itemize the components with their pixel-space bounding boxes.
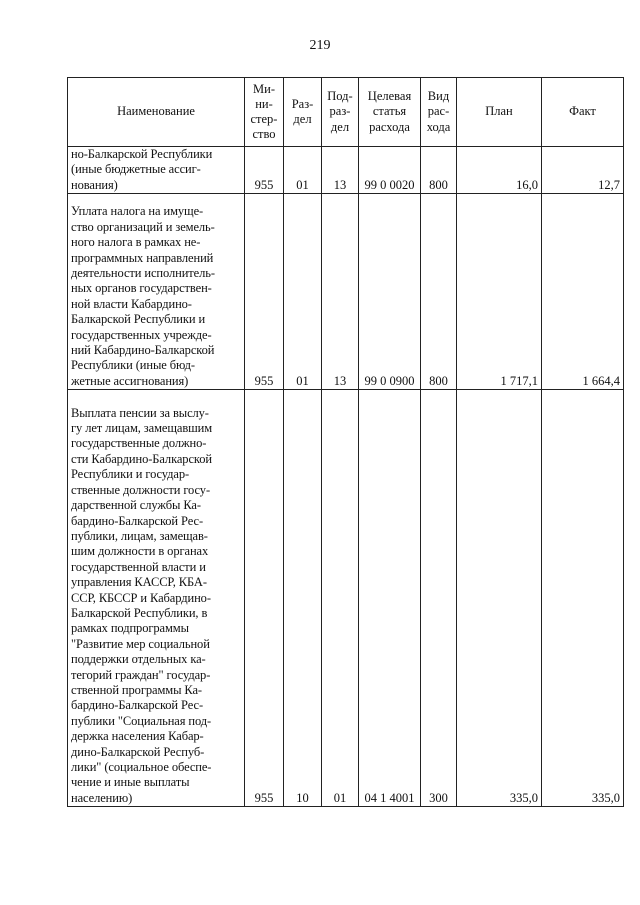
row-name: Уплата налога на имуще- ство организаций и земель- ного налога в рамках не- программных направлений деятельности исполнитель- ных органов государствен- ной власти Кабардино- Балкарской Республики и государственных учрежде- ний Кабардино-Балкарской Республики (иные бюд- жетные ассигнования) <box>68 194 245 390</box>
header-target-article: Целевая статья расхода <box>359 78 421 147</box>
row-fact: 335,0 <box>542 390 624 807</box>
row-plan: 16,0 <box>457 147 542 194</box>
row-plan: 1 717,1 <box>457 194 542 390</box>
row-subsection: 13 <box>322 194 359 390</box>
page-number: 219 <box>309 38 331 53</box>
budget-table <box>67 77 624 807</box>
row-expense-type: 800 <box>421 194 457 390</box>
row-section: 01 <box>284 194 322 390</box>
header-section: Раз- дел <box>284 78 322 147</box>
header-expense-type: Вид рас- хода <box>421 78 457 147</box>
row-target-article: 04 1 4001 <box>359 390 421 807</box>
row-subsection: 01 <box>322 390 359 807</box>
row-section: 10 <box>284 390 322 807</box>
row-ministry: 955 <box>245 147 284 194</box>
row-ministry: 955 <box>245 194 284 390</box>
table-row <box>68 194 624 390</box>
header-plan: План <box>457 78 542 147</box>
header-fact: Факт <box>542 78 624 147</box>
row-plan: 335,0 <box>457 390 542 807</box>
row-name: Выплата пенсии за выслу- гу лет лицам, замещавшим государственные должно- сти Кабардино-Балкарской Республики и государ- ственные должности госу- дарственной службы Ка- бардино-Балкарской Рес- публики, лицам, замещав- шим должности в органах государственной власти и управления КАССР, КБА- ССР, КБССР и Кабардино- Балкарской Республики, в рамках подпрограммы "Развитие мер социальной поддержки отдельных ка- тегорий граждан" государ- ственной программы Ка- бардино-Балкарской Рес- публики "Социальная под- держка населения Кабар- дино-Балкарской Респуб- лики" (социальное обеспе- чение и иные выплаты населению) <box>68 390 245 807</box>
row-target-article: 99 0 0020 <box>359 147 421 194</box>
header-name: Наименование <box>68 78 245 147</box>
row-subsection: 13 <box>322 147 359 194</box>
header-subsection: Под- раз- дел <box>322 78 359 147</box>
row-expense-type: 300 <box>421 390 457 807</box>
row-fact: 12,7 <box>542 147 624 194</box>
row-section: 01 <box>284 147 322 194</box>
table-row <box>68 147 624 194</box>
row-name: но-Балкарской Республики (иные бюджетные ассиг- нования) <box>68 147 245 194</box>
row-target-article: 99 0 0900 <box>359 194 421 390</box>
table-row <box>68 390 624 807</box>
row-expense-type: 800 <box>421 147 457 194</box>
row-fact: 1 664,4 <box>542 194 624 390</box>
row-ministry: 955 <box>245 390 284 807</box>
header-ministry: Ми- ни- стер- ство <box>245 78 284 147</box>
table-header-row <box>68 78 624 147</box>
